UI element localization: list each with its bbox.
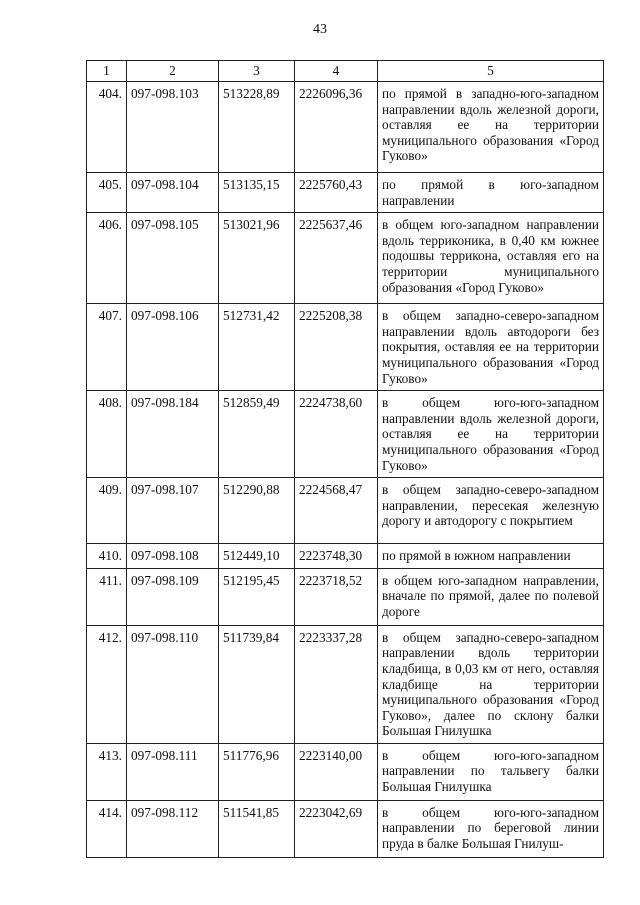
point-code-cell: 097-098.112 [127,800,219,857]
point-number-cell: 409. [87,478,127,544]
table-row [87,391,604,478]
column-header-1: 1 [87,61,127,82]
direction-description-cell: в общем юго-западном направлении, вначале по прямой, далее по полевой дороге [378,568,604,625]
table-row [87,544,604,569]
y-coordinate-cell: 2223337,28 [295,625,378,743]
direction-description-cell: в общем юго-западном направлении вдоль терриконика, в 0,40 км южнее подошвы терриконa, оставляя его на территории муниципального образования «Город Гуково» [378,213,604,304]
direction-description-cell: в общем юго-юго-западном направлении по береговой линии пруда в балке Большая Гнилуш- [378,800,604,857]
page-number: 43 [313,22,327,37]
direction-description-cell: по прямой в южном направлении [378,544,604,569]
table-row [87,743,604,800]
column-header-4: 4 [295,61,378,82]
x-coordinate-cell: 512731,42 [219,304,295,391]
y-coordinate-cell: 2223718,52 [295,568,378,625]
x-coordinate-cell: 512449,10 [219,544,295,569]
point-code-cell: 097-098.106 [127,304,219,391]
table-header [87,61,604,82]
point-code-cell: 097-098.107 [127,478,219,544]
x-coordinate-cell: 511541,85 [219,800,295,857]
table-row [87,625,604,743]
x-coordinate-cell: 512195,45 [219,568,295,625]
table-body [87,82,604,858]
table-row [87,173,604,213]
point-code-cell: 097-098.105 [127,213,219,304]
point-code-cell: 097-098.111 [127,743,219,800]
point-number-cell: 414. [87,800,127,857]
direction-description-cell: в общем западно-северо-западном направлении вдоль автодороги без покрытия, оставляя ее на территории муниципального образования «Город Гуково» [378,304,604,391]
point-number-cell: 406. [87,213,127,304]
table-row [87,568,604,625]
table-row [87,478,604,544]
point-number-cell: 405. [87,173,127,213]
x-coordinate-cell: 512290,88 [219,478,295,544]
point-code-cell: 097-098.109 [127,568,219,625]
direction-description-cell: в общем юго-юго-западном направлении по тальвегу балки Большая Гнилушка [378,743,604,800]
point-number-cell: 404. [87,82,127,173]
direction-description-cell: в общем западно-северо-западном направлении вдоль территории кладбища, в 0,03 км от него, оставляя кладбище на территории муниципального образования «Город Гуково», далее по склону балки Большая Гнилушка [378,625,604,743]
x-coordinate-cell: 512859,49 [219,391,295,478]
direction-description-cell: в общем западно-северо-западном направлении, пересекая железную дорогу и автодорогу с покрытием [378,478,604,544]
table-row [87,213,604,304]
point-number-cell: 413. [87,743,127,800]
header-row [87,61,604,82]
x-coordinate-cell: 513228,89 [219,82,295,173]
x-coordinate-cell: 511776,96 [219,743,295,800]
point-number-cell: 410. [87,544,127,569]
point-code-cell: 097-098.184 [127,391,219,478]
table-row [87,304,604,391]
boundary-points-table [86,60,604,858]
y-coordinate-cell: 2223140,00 [295,743,378,800]
point-number-cell: 411. [87,568,127,625]
point-code-cell: 097-098.110 [127,625,219,743]
y-coordinate-cell: 2225637,46 [295,213,378,304]
x-coordinate-cell: 511739,84 [219,625,295,743]
x-coordinate-cell: 513021,96 [219,213,295,304]
y-coordinate-cell: 2226096,36 [295,82,378,173]
direction-description-cell: по прямой в западно-юго-западном направлении вдоль железной дороги, оставляя ее на территории муниципального образования «Город Гуково» [378,82,604,173]
column-header-5: 5 [378,61,604,82]
y-coordinate-cell: 2223748,30 [295,544,378,569]
y-coordinate-cell: 2224738,60 [295,391,378,478]
point-number-cell: 407. [87,304,127,391]
direction-description-cell: в общем юго-юго-западном направлении вдоль железной дороги, оставляя ее на территории муниципального образования «Город Гуково» [378,391,604,478]
column-header-3: 3 [219,61,295,82]
point-number-cell: 412. [87,625,127,743]
y-coordinate-cell: 2225208,38 [295,304,378,391]
y-coordinate-cell: 2225760,43 [295,173,378,213]
point-code-cell: 097-098.104 [127,173,219,213]
table-row [87,82,604,173]
column-header-2: 2 [127,61,219,82]
y-coordinate-cell: 2224568,47 [295,478,378,544]
direction-description-cell: по прямой в юго-западном направлении [378,173,604,213]
point-code-cell: 097-098.108 [127,544,219,569]
table-row [87,800,604,857]
x-coordinate-cell: 513135,15 [219,173,295,213]
y-coordinate-cell: 2223042,69 [295,800,378,857]
point-code-cell: 097-098.103 [127,82,219,173]
point-number-cell: 408. [87,391,127,478]
